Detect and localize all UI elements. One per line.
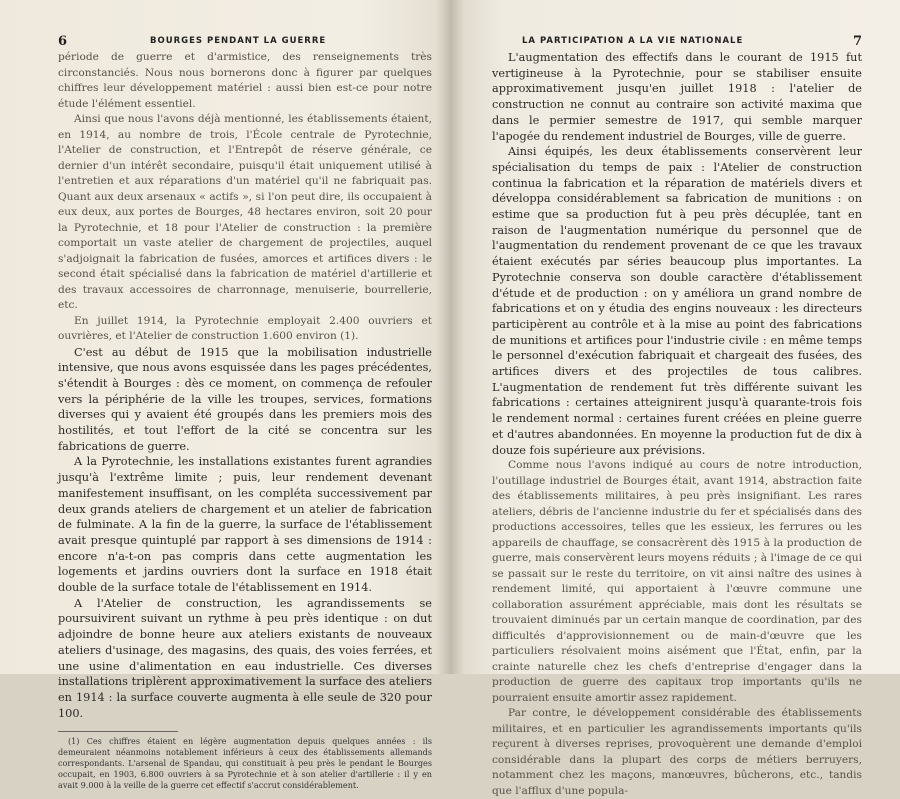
paragraph: L'augmentation des effectifs dans le courant de 1915 fut vertigineuse à la Pyrotechnie, pour se stabiliser ensuite approximativement jusqu'en juillet 1918 : l'atelier de construction ne connut au contraire son activité maxima que dans le permier semestre de 1917, qui semble marquer l'apogée du rendement industriel de Bourges, ville de guerre. bbox=[492, 51, 862, 143]
running-head: LA PARTICIPATION A LA VIE NATIONALE bbox=[522, 36, 744, 46]
paragraph: Ainsi équipés, les deux établissements conservèrent leur spécialisation du temps de paix : l'Atelier de construction continua la fabrication et la réparation de matériels divers et développa considérablement sa fabrication de munitions : on estime que sa production fut à peu près décuplée, tant en raison de l'augmentation numérique du personnel que de l'augmentation du rendement provenant de ce que les travaux étaient exécutés par séries beaucoup plus importantes. La Pyrotechnie conserva son double caractère d'établissement d'étude et de production : on y améliora un grand nombre de fabrications et on y étudia des engins nouveaux : les directeurs participèrent au contrôle et à la mise au point des fabrications de munitions et artifices pour l'industrie civile : en même temps le personnel d'exécution fabriquait et chargeait des fusées, des artifices divers et des projectiles de tous calibres. L'augmentation de rendement fut très différente suivant les fabrications : certaines atteignirent jusqu'à quarante-trois fois le rendement normal : certaines furent créées en pleine guerre et d'autres abandonnées. En moyenne la production fut de dix à douze fois supérieure aux prévisions. bbox=[492, 145, 862, 457]
paragraph: En juillet 1914, la Pyrotechnie employait 2.400 ouvriers et ouvrières, et l'Atelier de construction 1.600 environ (1). bbox=[58, 314, 432, 342]
paragraph: Comme nous l'avons indiqué au cours de notre introduction, l'outillage industriel de Bourges était, avant 1914, abstraction faite des établissements militaires, à peu près insignifiant. Les rares ateliers, débris de l'ancienne industrie du fer et spécialisés dans des productions accessoires, telles que les essieux, les ferrures ou les appareils de chauffage, se consacrèrent dès 1915 à la production de guerre, mais conservèrent leurs moyens réduits ; à l'image de ce qui se passait sur le reste du territoire, on vit ainsi naître des usines à rendement limité, qui apportaient à l'œuvre commune une collaboration assurément appréciable, mais dont les résultats se trouvaient diminués par un certain manque de coordination, par des difficultés d'approvisionnement ou de main-d'œuvre que les particuliers résolvaient moins aisément que l'État, enfin, par la crainte naturelle chez les chefs d'entreprise d'engager dans la production de guerre des capitaux trop importants qu'ils ne pourraient ensuite amortir assez rapidement. bbox=[492, 459, 862, 704]
page-body bbox=[58, 50, 432, 791]
paragraph: période de guerre et d'armistice, des renseignements très circonstanciés. Nous nous bornerons donc à figurer par quelques chiffres leur développement matériel : aussi bien est-ce pour notre étude l'élément essentiel. bbox=[58, 51, 432, 110]
right-page bbox=[450, 0, 900, 797]
paragraph: A la Pyrotechnie, les installations existantes furent agrandies jusqu'à l'extrême limite ; puis, leur rendement devenant manifestement insuffisant, on les compléta successivement par deux grands ateliers de chargement et un atelier de fabrication de fulminate. A la fin de la guerre, la surface de l'établissement avait presque quintuplé par rapport à ses dimensions de 1914 : encore n'a-t-on pas compris dans cette augmentation les logements et jardins ouvriers dont la surface en 1918 était double de la surface totale de l'établissement en 1914. bbox=[58, 455, 432, 595]
page-number: 7 bbox=[852, 34, 862, 49]
footnote: (1) Ces chiffres étaient en légère augmentation depuis quelques années : ils demeuraient néanmoins notablement inférieurs à ceux des établissements allemands correspondants. L'arsenal de Spandau, qui constituait à peu près le pendant le Bourges occupait, en 1903, 6.800 ouvriers à sa Pyrotechnie et à son atelier d'artillerie : il y en avait 9.000 à la veille de la guerre cet effectif s'accrut considérablement. bbox=[58, 736, 432, 791]
running-head: BOURGES PENDANT LA GUERRE bbox=[150, 36, 327, 46]
page-number: 6 bbox=[58, 34, 68, 49]
paragraph: C'est au début de 1915 que la mobilisation industrielle intensive, que nous avons esquissée dans les pages précédentes, s'étendit à Bourges : dès ce moment, on commença de refouler vers la périphérie de la ville les troupes, services, formations diverses qui y avaient été groupés dans les premiers mois des hostilités, et tout l'effort de la cité se concentra sur les fabrications de guerre. bbox=[58, 345, 432, 453]
page-body bbox=[492, 50, 862, 799]
paragraph: A l'Atelier de construction, les agrandissements se poursuivirent suivant un rythme à peu près identique : on dut adjoindre de bonne heure aux ateliers existants de nouveaux ateliers d'usinage, des magasins, des quais, des voies ferrées, et une usine d'alimentation en eau industrielle. Ces diverses installations triplèrent approximativement la surface des ateliers en 1914 : la surface couverte augmenta à elle seule de 320 pour 100. bbox=[58, 596, 432, 720]
paragraph: Par contre, le développement considérable des établissements militaires, et en particulier les agrandissements importants qu'ils reçurent à diverses reprises, provoquèrent une demande d'emploi considérable dans la plupart des corps de métiers berruyers, notamment chez les maçons, manœuvres, bûcherons, etc., tandis que l'afflux d'une popula- bbox=[492, 707, 862, 797]
left-page bbox=[0, 0, 450, 791]
footnote-rule bbox=[58, 731, 178, 732]
paragraph: Ainsi que nous l'avons déjà mentionné, les établissements étaient, en 1914, au nombre de trois, l'École centrale de Pyrotechnie, l'Atelier de construction, et l'Entrepôt de réserve générale, ce dernier d'un intérêt secondaire, puisqu'il était uniquement utilisé à l'entretien et aux réparations d'un matériel qu'il ne fabriquait pas. Quant aux deux arsenaux « actifs », si l'on peut dire, ils occupaient à eux deux, aux portes de Bourges, 48 hectares environ, soit 20 pour la Pyrotechnie, et 18 pour l'Atelier de construction : la première comportait un vaste atelier de chargement de projectiles, auquel s'adjoignait la fabrication de fusées, amorces et artifices divers : le second était spécialisé dans la fabrication de matériel d'artillerie et des travaux accessoires de charronnage, menuiserie, bourrellerie, etc. bbox=[58, 113, 432, 311]
